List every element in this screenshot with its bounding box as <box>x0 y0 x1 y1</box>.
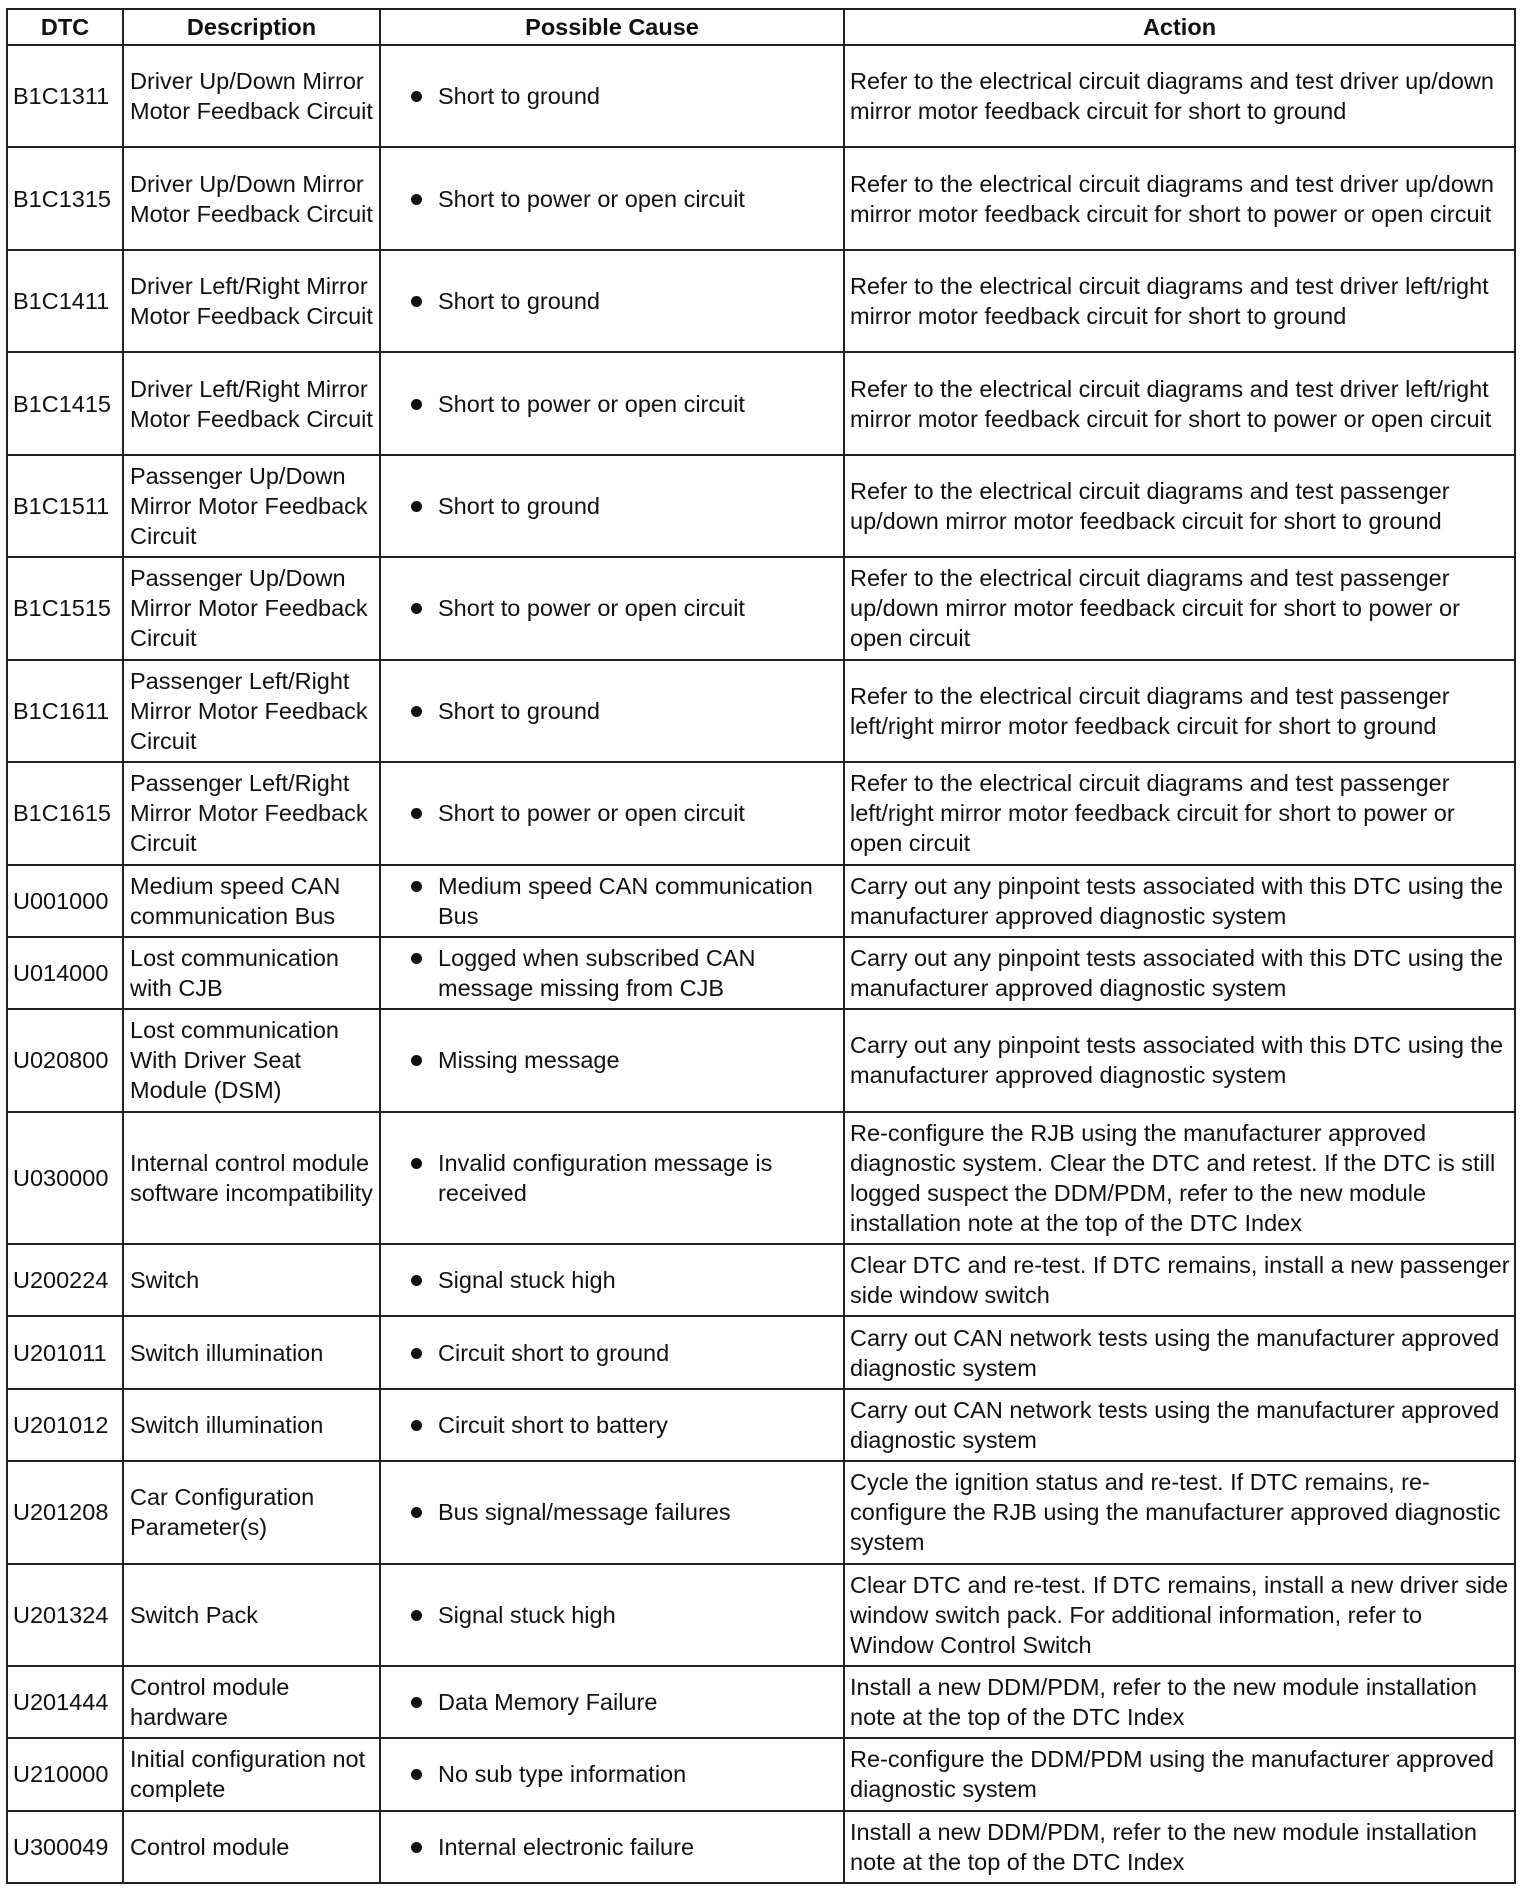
possible-cause <box>380 1461 844 1563</box>
possible-cause <box>380 660 844 762</box>
dtc-code: U210000 <box>7 1738 123 1810</box>
possible-cause-text: Signal stuck high <box>438 1601 616 1628</box>
table-row <box>7 1738 1515 1810</box>
dtc-description: Lost communication with CJB <box>123 937 380 1009</box>
dtc-description: Internal control module software incompatibility <box>123 1112 380 1245</box>
bullet-icon <box>411 501 422 512</box>
dtc-description: Driver Left/Right Mirror Motor Feedback Circuit <box>123 250 380 352</box>
table-row <box>7 660 1515 762</box>
possible-cause <box>380 1244 844 1316</box>
possible-cause-text: Data Memory Failure <box>438 1689 658 1716</box>
header-dtc: DTC <box>7 9 123 45</box>
action-text: Refer to the electrical circuit diagrams and test passenger left/right mirror motor feedback circuit for short to ground <box>844 660 1515 762</box>
table-row <box>7 1009 1515 1111</box>
dtc-code: U014000 <box>7 937 123 1009</box>
table-row <box>7 45 1515 147</box>
dtc-description: Driver Left/Right Mirror Motor Feedback Circuit <box>123 352 380 454</box>
bullet-icon <box>411 91 422 102</box>
dtc-description: Switch illumination <box>123 1316 380 1388</box>
table-row <box>7 762 1515 864</box>
possible-cause <box>380 937 844 1009</box>
possible-cause-text: Short to ground <box>438 697 600 724</box>
dtc-code: B1C1315 <box>7 147 123 249</box>
action-text: Install a new DDM/PDM, refer to the new module installation note at the top of the DTC Index <box>844 1811 1515 1883</box>
action-text: Refer to the electrical circuit diagrams and test driver up/down mirror motor feedback circuit for short to power or open circuit <box>844 147 1515 249</box>
dtc-description: Initial configuration not complete <box>123 1738 380 1810</box>
dtc-description: Driver Up/Down Mirror Motor Feedback Circuit <box>123 45 380 147</box>
bullet-icon <box>411 1348 422 1359</box>
dtc-description: Passenger Up/Down Mirror Motor Feedback Circuit <box>123 455 380 557</box>
dtc-table <box>6 8 1516 1884</box>
header-description: Description <box>123 9 380 45</box>
dtc-code: B1C1511 <box>7 455 123 557</box>
possible-cause <box>380 250 844 352</box>
possible-cause-text: Signal stuck high <box>438 1267 616 1294</box>
dtc-code: B1C1411 <box>7 250 123 352</box>
possible-cause-text: Missing message <box>438 1047 620 1074</box>
possible-cause <box>380 1738 844 1810</box>
table-row <box>7 250 1515 352</box>
dtc-description: Passenger Left/Right Mirror Motor Feedback Circuit <box>123 762 380 864</box>
action-text: Carry out any pinpoint tests associated with this DTC using the manufacturer approved diagnostic system <box>844 1009 1515 1111</box>
dtc-code: U201208 <box>7 1461 123 1563</box>
bullet-icon <box>411 1769 422 1780</box>
action-text: Carry out any pinpoint tests associated with this DTC using the manufacturer approved diagnostic system <box>844 865 1515 937</box>
table-row <box>7 1112 1515 1245</box>
dtc-code: U001000 <box>7 865 123 937</box>
dtc-description: Car Configuration Parameter(s) <box>123 1461 380 1563</box>
bullet-icon <box>411 1697 422 1708</box>
bullet-icon <box>411 1420 422 1431</box>
table-row <box>7 937 1515 1009</box>
action-text: Cycle the ignition status and re-test. If DTC remains, re-configure the RJB using the manufacturer approved diagnostic system <box>844 1461 1515 1563</box>
bullet-icon <box>411 706 422 717</box>
possible-cause <box>380 455 844 557</box>
action-text: Refer to the electrical circuit diagrams and test driver left/right mirror motor feedback circuit for short to ground <box>844 250 1515 352</box>
dtc-code: B1C1415 <box>7 352 123 454</box>
dtc-code: B1C1515 <box>7 557 123 659</box>
bullet-icon <box>411 603 422 614</box>
possible-cause-text: Bus signal/message failures <box>438 1499 731 1526</box>
dtc-code: U201011 <box>7 1316 123 1388</box>
table-row <box>7 147 1515 249</box>
header-row <box>7 9 1515 45</box>
possible-cause-text: Circuit short to battery <box>438 1411 668 1438</box>
dtc-code: U030000 <box>7 1112 123 1245</box>
possible-cause <box>380 1316 844 1388</box>
possible-cause <box>380 1811 844 1883</box>
possible-cause-text: Short to power or open circuit <box>438 390 745 417</box>
bullet-icon <box>411 1055 422 1066</box>
dtc-description: Switch Pack <box>123 1564 380 1666</box>
possible-cause <box>380 147 844 249</box>
table-row <box>7 1461 1515 1563</box>
action-text: Carry out CAN network tests using the manufacturer approved diagnostic system <box>844 1316 1515 1388</box>
possible-cause-text: Internal electronic failure <box>438 1833 695 1860</box>
possible-cause <box>380 865 844 937</box>
header-possible-cause: Possible Cause <box>380 9 844 45</box>
dtc-description: Lost communication With Driver Seat Module (DSM) <box>123 1009 380 1111</box>
table-row <box>7 1564 1515 1666</box>
possible-cause-text: Medium speed CAN communication Bus <box>438 872 813 929</box>
possible-cause <box>380 45 844 147</box>
dtc-description: Passenger Up/Down Mirror Motor Feedback Circuit <box>123 557 380 659</box>
action-text: Install a new DDM/PDM, refer to the new module installation note at the top of the DTC Index <box>844 1666 1515 1738</box>
action-text: Refer to the electrical circuit diagrams and test passenger up/down mirror motor feedback circuit for short to power or open circuit <box>844 557 1515 659</box>
table-row <box>7 455 1515 557</box>
dtc-code: U020800 <box>7 1009 123 1111</box>
dtc-description: Medium speed CAN communication Bus <box>123 865 380 937</box>
possible-cause <box>380 1666 844 1738</box>
possible-cause-text: Short to ground <box>438 83 600 110</box>
dtc-code: U201444 <box>7 1666 123 1738</box>
table-row <box>7 557 1515 659</box>
bullet-icon <box>411 1610 422 1621</box>
table-row <box>7 1389 1515 1461</box>
action-text: Refer to the electrical circuit diagrams and test passenger left/right mirror motor feedback circuit for short to power or open circuit <box>844 762 1515 864</box>
bullet-icon <box>411 296 422 307</box>
bullet-icon <box>411 194 422 205</box>
table-row <box>7 865 1515 937</box>
possible-cause <box>380 762 844 864</box>
dtc-description: Control module hardware <box>123 1666 380 1738</box>
dtc-description: Control module <box>123 1811 380 1883</box>
possible-cause-text: Short to power or open circuit <box>438 185 745 212</box>
dtc-description: Driver Up/Down Mirror Motor Feedback Circuit <box>123 147 380 249</box>
dtc-code: B1C1615 <box>7 762 123 864</box>
bullet-icon <box>411 1275 422 1286</box>
bullet-icon <box>411 1507 422 1518</box>
action-text: Refer to the electrical circuit diagrams and test driver left/right mirror motor feedback circuit for short to power or open circuit <box>844 352 1515 454</box>
possible-cause-text: Circuit short to ground <box>438 1339 670 1366</box>
dtc-description: Switch <box>123 1244 380 1316</box>
dtc-description: Switch illumination <box>123 1389 380 1461</box>
table-row <box>7 1316 1515 1388</box>
dtc-code: U201012 <box>7 1389 123 1461</box>
possible-cause <box>380 557 844 659</box>
table-row <box>7 1666 1515 1738</box>
dtc-code: B1C1311 <box>7 45 123 147</box>
bullet-icon <box>411 953 422 964</box>
dtc-code: U201324 <box>7 1564 123 1666</box>
dtc-code: U300049 <box>7 1811 123 1883</box>
table-row <box>7 1244 1515 1316</box>
possible-cause-text: No sub type information <box>438 1761 687 1788</box>
action-text: Clear DTC and re-test. If DTC remains, install a new driver side window switch pack. For additional information, refer to Window Control Switch <box>844 1564 1515 1666</box>
bullet-icon <box>411 1842 422 1853</box>
dtc-description: Passenger Left/Right Mirror Motor Feedback Circuit <box>123 660 380 762</box>
action-text: Re-configure the RJB using the manufacturer approved diagnostic system. Clear the DTC and retest. If the DTC is still logged suspect the DDM/PDM, refer to the new module installation note at the top of the DTC Index <box>844 1112 1515 1245</box>
bullet-icon <box>411 808 422 819</box>
header-action: Action <box>844 9 1515 45</box>
action-text: Refer to the electrical circuit diagrams and test passenger up/down mirror motor feedback circuit for short to ground <box>844 455 1515 557</box>
action-text: Clear DTC and re-test. If DTC remains, install a new passenger side window switch <box>844 1244 1515 1316</box>
action-text: Carry out any pinpoint tests associated with this DTC using the manufacturer approved diagnostic system <box>844 937 1515 1009</box>
bullet-icon <box>411 1158 422 1169</box>
action-text: Carry out CAN network tests using the manufacturer approved diagnostic system <box>844 1389 1515 1461</box>
dtc-code: U200224 <box>7 1244 123 1316</box>
possible-cause-text: Short to power or open circuit <box>438 800 745 827</box>
possible-cause <box>380 1009 844 1111</box>
possible-cause-text: Short to power or open circuit <box>438 595 745 622</box>
table-row <box>7 352 1515 454</box>
table-row <box>7 1811 1515 1883</box>
bullet-icon <box>411 399 422 410</box>
possible-cause <box>380 1112 844 1245</box>
action-text: Refer to the electrical circuit diagrams and test driver up/down mirror motor feedback circuit for short to ground <box>844 45 1515 147</box>
dtc-code: B1C1611 <box>7 660 123 762</box>
possible-cause-text: Invalid configuration message is received <box>438 1149 773 1206</box>
possible-cause <box>380 352 844 454</box>
possible-cause-text: Logged when subscribed CAN message missing from CJB <box>438 944 756 1001</box>
possible-cause <box>380 1564 844 1666</box>
bullet-icon <box>411 881 422 892</box>
action-text: Re-configure the DDM/PDM using the manufacturer approved diagnostic system <box>844 1738 1515 1810</box>
possible-cause <box>380 1389 844 1461</box>
possible-cause-text: Short to ground <box>438 288 600 315</box>
possible-cause-text: Short to ground <box>438 492 600 519</box>
